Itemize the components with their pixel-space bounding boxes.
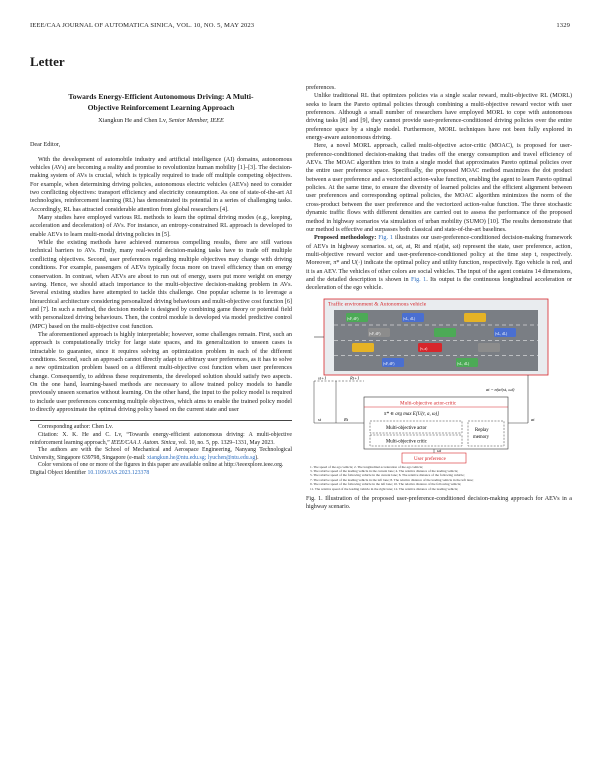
car-label: (vF, dF) [347, 316, 359, 321]
car-label: (vL, dL) [457, 361, 470, 366]
legend-line: 9. The relative speed of the following vehicle in the left lane; 10. The relative distance of the following vehicle; [310, 482, 462, 487]
title-line-1: Towards Energy-Efficient Autonomous Driving: A Multi- [68, 92, 254, 101]
action-output-label: at [531, 416, 535, 422]
figure-1 [306, 297, 572, 489]
footnotes [30, 424, 292, 477]
next-state-label: st+1 [318, 375, 327, 381]
methodology-text-3: . Its output is the continuous longitudinal acceleration or deceleration of the ego vehicle. [306, 276, 572, 292]
doi-line [30, 470, 292, 478]
section-label: Letter [30, 54, 65, 69]
salutation: Dear Editor, [30, 142, 61, 149]
paragraph-related: Many studies have employed various RL methods to learn the optimal driving modes (e.g., keeping, acceleration and deceleration) of AVs. For instance, an entropy-constrained RL approach is developed to enable AEVs to learn multi-modal driving policies in [5]. [30, 215, 292, 238]
paragraph-morl: Unlike traditional RL that optimizes policies via a single scalar reward, multi-objective RL (MORL) seeks to learn the Pareto optimal policies through combining a multi-objective reward vector with user preferences. Although a small number of researchers have employed MORL to cope with autonomous driving tasks [8] and [9], they cannot provide user-preference-conditioned driving policies over the entire preference space by a single model. Furthermore, MORL techniques have not been fully explored in energy-aware autonomous driving. [306, 93, 572, 142]
state-label: st [318, 416, 322, 422]
paragraph-barriers: While the existing methods have achieved numerous compelling results, there are still various technical barriers to AVs. Firstly, many real-world decision-making tasks have to trade off multiple conflicting objectives. Second, user preferences regarding multiple objectives may change with driving conditions. For example, passengers of AEVs typically focus more on travel efficiency than on energy conservation. In contrast, when AEVs are about to run out of energy, users put more weight on energy saving. Hence, we should attach importance to the multi-objective decision-making problem in AVs. Several existing studies have attempted to tackle this challenge. One popular scheme is to leverage a hierarchical architecture considering personalized driving behaviours and multi-objective cost function [6] and [7]. In such a method, the decision module is designed by combining game theory or potential field with personalized driving behaviours. Then, the control module is developed via model predictive control (MPC) based on the multi-objective cost function. [30, 240, 292, 330]
paragraph-challenges: The aforementioned approach is highly interpretable; however, some challenges remain. First, such an approach is computationally tricky for large state spaces, and its generalization to unseen cases is intractable to guarantee, since it requires solving an optimization problem in each of the different conditions. Second, such an approach cannot directly adapt to arbitrary user preferences, as it has to solve a new optimization problem based on a different multi-objective cost function when user preferences change. Consequently, to address these requirements, the developed solution should satisfy two aspects. On the one hand, learning-based methods are necessary to allow trained policy models to handle previously unseen scenarios without learning. On the other hand, the input to the policy model is required to include user preferences concerning multiple objectives, which aims to enable the trained policy model to directly approximate the optimal driving policy based on the current state and user [30, 331, 292, 413]
car-label: (vL, dL) [495, 331, 508, 336]
footnote-divider [30, 420, 292, 421]
figure-ref-2[interactable]: Fig. 1 [410, 276, 427, 283]
paragraph-methodology [306, 234, 572, 292]
action-label: at ~ π(at|st, ωt) [486, 386, 515, 392]
methodology-text-2: t, ωt, at, Rt and π(at|st, ωt) represent the state, user preference, action, multi-objective reward vector and user-preference-conditioned policy at the time step t, respectively. Moreover, π* and U(·) indicate the optimal policy and utility function, respectively. Ego vehicle is red, and it is an AEV. The vehicles of other colors are social vehicles. The input of the agent contains 14 dimensions, and the detailed description is shown in [306, 243, 572, 283]
paper-title [30, 92, 292, 113]
actor-label: Multi-objective actor [386, 425, 427, 431]
affiliation [30, 447, 292, 462]
author-line [30, 117, 292, 125]
page-number: 1329 [556, 22, 570, 29]
paragraph-continued: preferences. [306, 85, 336, 91]
methodology-text-1: illustrates our user-preference-conditioned decision-making framework of AEVs in highway scenarios. s [306, 235, 572, 250]
right-column [306, 84, 572, 511]
moac-label: Multi-objective actor-critic [400, 400, 457, 407]
corresponding-author: Corresponding author: Chen Lv. [38, 424, 113, 431]
affiliation-end: ). [255, 454, 259, 461]
car-label: (v, a) [420, 346, 428, 351]
color-note: Color versions of one or more of the figures in this paper are available online at http://ieeexplore.ieee.org. [38, 462, 284, 469]
author-role: Senior Member, IEEE [168, 117, 224, 124]
env-label: Traffic environment & Autonomous vehicle [328, 301, 427, 308]
citation [30, 432, 292, 447]
social-vehicle [434, 328, 456, 337]
reward-label: Rt [344, 416, 349, 422]
doi-label: Digital Object Identifier [30, 469, 88, 476]
user-preference-label: User preference [414, 456, 446, 462]
car-label: (vF, dF) [383, 361, 395, 366]
next-reward-label: Rt+1 [350, 375, 360, 381]
social-vehicle [352, 343, 374, 352]
figure-ref-1[interactable]: Fig. 1 [378, 235, 394, 242]
affiliation-text: The authors are with the School of Mechanical and Aerospace Engineering, Nanyang Technological University, Singapore 639798, Singapore (e-mail: [30, 447, 292, 461]
car-label: (vL, dL) [403, 316, 416, 321]
preference-symbol: ωt [437, 447, 442, 453]
critic-label: Multi-objective critic [386, 439, 427, 445]
car-label: (vF, dF) [369, 331, 381, 336]
citation-prefix: Citation: X. K. He and C. Lv, “Towards energy-efficient autonomous driving: A multi-objective reinforcement learning approach,” [30, 431, 292, 446]
left-column [30, 92, 292, 478]
authors: Xiangkun He and Chen Lv, [98, 117, 169, 124]
replay-label-2: memory [473, 434, 489, 440]
legend-line: 5. The relative speed of the following vehicle in the current lane; 6. The relative distance of the following vehicle; [310, 473, 465, 478]
social-vehicle [478, 343, 500, 352]
figure-caption: Fig. 1. Illustration of the proposed user-preference-conditioned decision-making approach for AEVs in a highway scenario. [306, 495, 572, 510]
framework-diagram [306, 297, 572, 489]
legend-line: 3. The relative speed of the leading vehicle in the current lane; 4. The relative distance of the leading vehicle; [310, 469, 459, 473]
email-link[interactable]: xiangkun.he@ntu.edu.sg; lyuchen@ntu.edu.sg [147, 454, 256, 461]
paragraph-moac: Here, a novel MORL approach, called multi-objective actor-critic (MOAC), is proposed for user-preference-conditioned decision-making that trades off the energy consumption and travel efficiency of AEVs. The MOAC algorithm tries to train a single model that approximates Pareto optimal policies over the entire user preference space. Specifically, the proposed MOAC method maximizes the dot product between a user preference and a vectorized action-value function, enabling the agent to learn Pareto optimal policies. At the same time, to ensure the diversity of learned policies and the efficient alignment between user preferences and corresponding optimal policies, the MOAC algorithm minimizes the norm of the cross-product between the user preference and the vectorized action-value function. The three stochastic dynamic traffic flows with different densities are carried out to assess the performance of the proposed method in highway scenarios via simulation of urban mobility (SUMO) [10]. The results demonstrate that our method is effective and surpasses both classical and state-of-the-art baselines. [306, 143, 572, 233]
journal-header: IEEE/CAA JOURNAL OF AUTOMATICA SINICA, VOL. 10, NO. 5, MAY 2023 [30, 22, 255, 29]
state-legend [310, 465, 572, 491]
replay-label-1: Replay [475, 427, 489, 433]
social-vehicle [464, 313, 486, 322]
title-line-2: Objective Reinforcement Learning Approach [87, 102, 235, 112]
legend-line: 11. The relative speed of the leading vehicle in the right lane; 12. The relative distance of the leading vehicle; [310, 486, 459, 491]
doi-link[interactable]: 10.1109/JAS.2023.123378 [87, 469, 150, 476]
running-header [30, 22, 570, 32]
legend-line: 7. The relative speed of the leading vehicle in the left lane; 8. The relative distance of the leading vehicle in the left lane; [310, 477, 474, 482]
objective-formula: π* ∈ arg max E[U(r, a, ω)] [384, 411, 440, 417]
methodology-heading: Proposed methodology: [314, 235, 377, 242]
legend-line: 1. The speed of the ego vehicle; 2. The longitudinal acceleration of the ego vehicle; [310, 464, 424, 469]
citation-suffix: , vol. 10, no. 5, pp. 1329–1331, May 2023. [175, 439, 275, 446]
citation-journal: IEEE/CAA J. Autom. Sinica [111, 439, 176, 446]
paragraph-intro: With the development of automobile industry and artificial intelligence (AI) domains, autonomous vehicles (AVs) are becoming a reality and promise to revolutionize human mobility [1]–[3]. The decision-making system of AVs is crucial, which is typically required to trade off multiple competing objectives. For example, when determining driving policies, autonomous electric vehicles (AEVs) need to consider two conflicting objectives: transport efficiency and electricity consumption. As one of state-of-the-art AI technologies, reinforcement learning (RL) has demonstrated its potential in a series of challenging tasks. Accordingly, RL has attracted considerable attention from global researchers [4]. [30, 156, 292, 213]
